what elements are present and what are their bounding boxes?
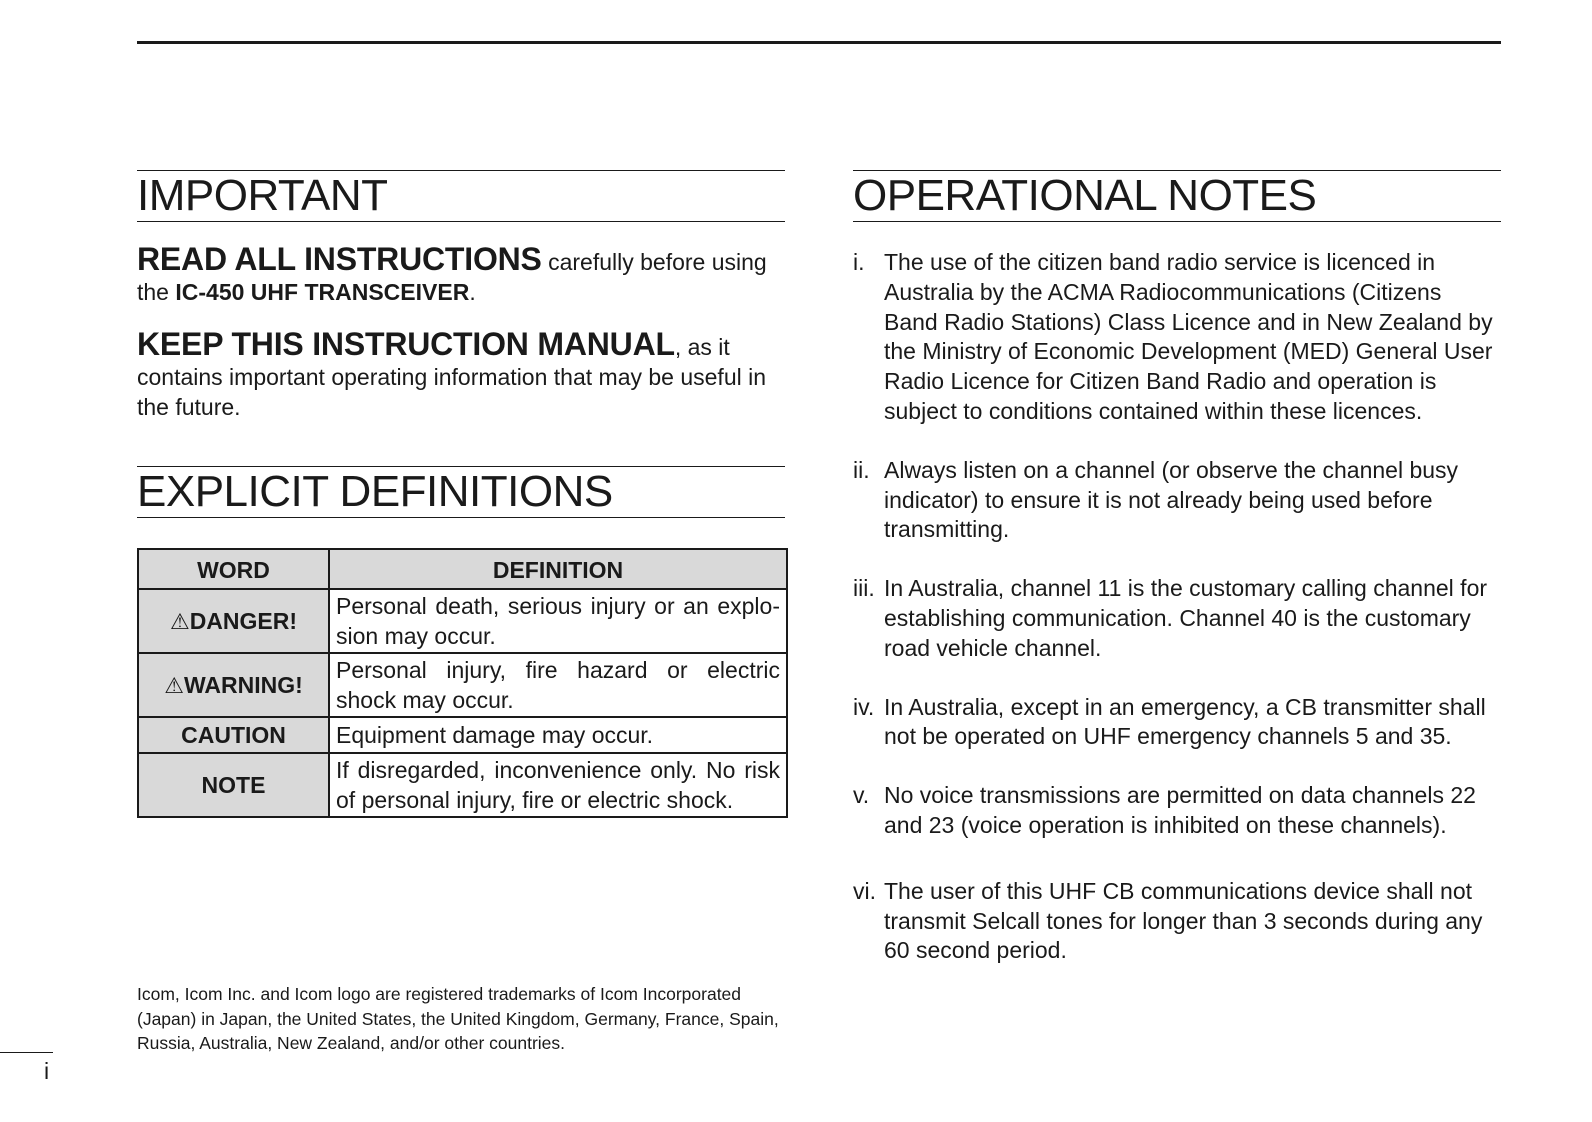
read-instructions-paragraph xyxy=(137,241,785,307)
list-item xyxy=(853,877,1501,966)
definitions-table xyxy=(137,548,788,818)
item-text: No voice transmissions are permitted on data channels 22 and 23 (voice operation is inhibited on these channels). xyxy=(884,782,1476,838)
table-row xyxy=(138,717,787,753)
definition-cell: Equipment damage may occur. xyxy=(329,717,787,753)
definition-cell: Personal death, serious injury or an explo-sion may occur. xyxy=(329,589,787,653)
right-column xyxy=(853,170,1501,966)
list-item xyxy=(853,456,1501,545)
table-header-row xyxy=(138,549,787,589)
table-row xyxy=(138,589,787,653)
column-header-definition: DEFINITION xyxy=(329,549,787,589)
column-header-word: WORD xyxy=(138,549,329,589)
word-cell xyxy=(138,589,329,653)
item-number: iii. xyxy=(853,575,875,602)
list-item xyxy=(853,574,1501,663)
top-rule xyxy=(137,41,1501,44)
operational-notes-heading: OPERATIONAL NOTES xyxy=(853,170,1501,222)
page-number: i xyxy=(44,1058,50,1084)
list-item xyxy=(853,781,1501,841)
word-note: NOTE xyxy=(138,753,329,817)
read-instructions-end: . xyxy=(469,279,476,305)
list-item xyxy=(853,248,1501,427)
word-cell xyxy=(138,653,329,717)
read-instructions-text: carefully before using the xyxy=(137,249,767,305)
item-text: In Australia, except in an emergency, a CB transmitter shall not be operated on UHF emergency channels 5 and 35. xyxy=(884,693,1486,750)
item-number: ii. xyxy=(853,456,870,483)
keep-manual-lead: KEEP THIS INSTRUCTION MANUAL xyxy=(137,326,675,362)
list-item xyxy=(853,693,1501,753)
table-row xyxy=(138,653,787,717)
read-instructions-lead: READ ALL INSTRUCTIONS xyxy=(137,241,542,277)
word-caution: CAUTION xyxy=(138,717,329,753)
item-number: v. xyxy=(853,782,870,809)
keep-manual-text: , as it contains important operating information that may be useful in the future. xyxy=(137,334,767,420)
item-number: iv. xyxy=(853,693,875,720)
warning-triangle-icon: ⚠ xyxy=(169,608,190,634)
operational-notes-list xyxy=(853,248,1501,966)
item-text: The use of the citizen band radio service is licenced in Australia by the ACMA Radiocommunications (Citizens Band Radio Stations) Class Licence and in New Zealand by the Ministry of Economic Development (MED) General User Radio Licence for Citizen Band Radio and operation is subject to conditions contained within these licences. xyxy=(884,249,1493,424)
item-text: Always listen on a channel (or observe the channel busy indicator) to ensure it is not already being used before transmitting. xyxy=(884,456,1459,543)
important-heading: IMPORTANT xyxy=(137,170,785,222)
trademark-note: Icom, Icom Inc. and Icom logo are registered trademarks of Icom Incorporated (Japan) in Japan, the United States, the United Kingdom, Germany, France, Spain, Russia, Australia, New Zealand, and/or other countries. xyxy=(137,984,779,1053)
left-column xyxy=(137,170,785,818)
warning-triangle-icon: ⚠ xyxy=(164,672,184,698)
item-text: The user of this UHF CB communications device shall not transmit Selcall tones for longer than 3 seconds during any 60 second period. xyxy=(884,877,1483,964)
definition-cell: If disregarded, inconvenience only. No risk of personal injury, fire or electric shock. xyxy=(329,753,787,817)
item-text: In Australia, channel 11 is the customary calling channel for establishing communication. Channel 40 is the customary road vehicle channel. xyxy=(884,575,1488,661)
table-row xyxy=(138,753,787,817)
word-warning: WARNING! xyxy=(183,671,303,698)
item-number: i. xyxy=(853,249,865,275)
word-danger: DANGER! xyxy=(189,607,298,634)
product-name: IC-450 UHF TRANSCEIVER xyxy=(175,279,470,305)
item-number: vi. xyxy=(853,877,876,904)
page-number-rule xyxy=(0,1052,53,1053)
definition-cell: Personal injury, fire hazard or electric shock may occur. xyxy=(329,653,787,717)
keep-manual-paragraph xyxy=(137,326,785,422)
definitions-heading: EXPLICIT DEFINITIONS xyxy=(137,466,785,518)
